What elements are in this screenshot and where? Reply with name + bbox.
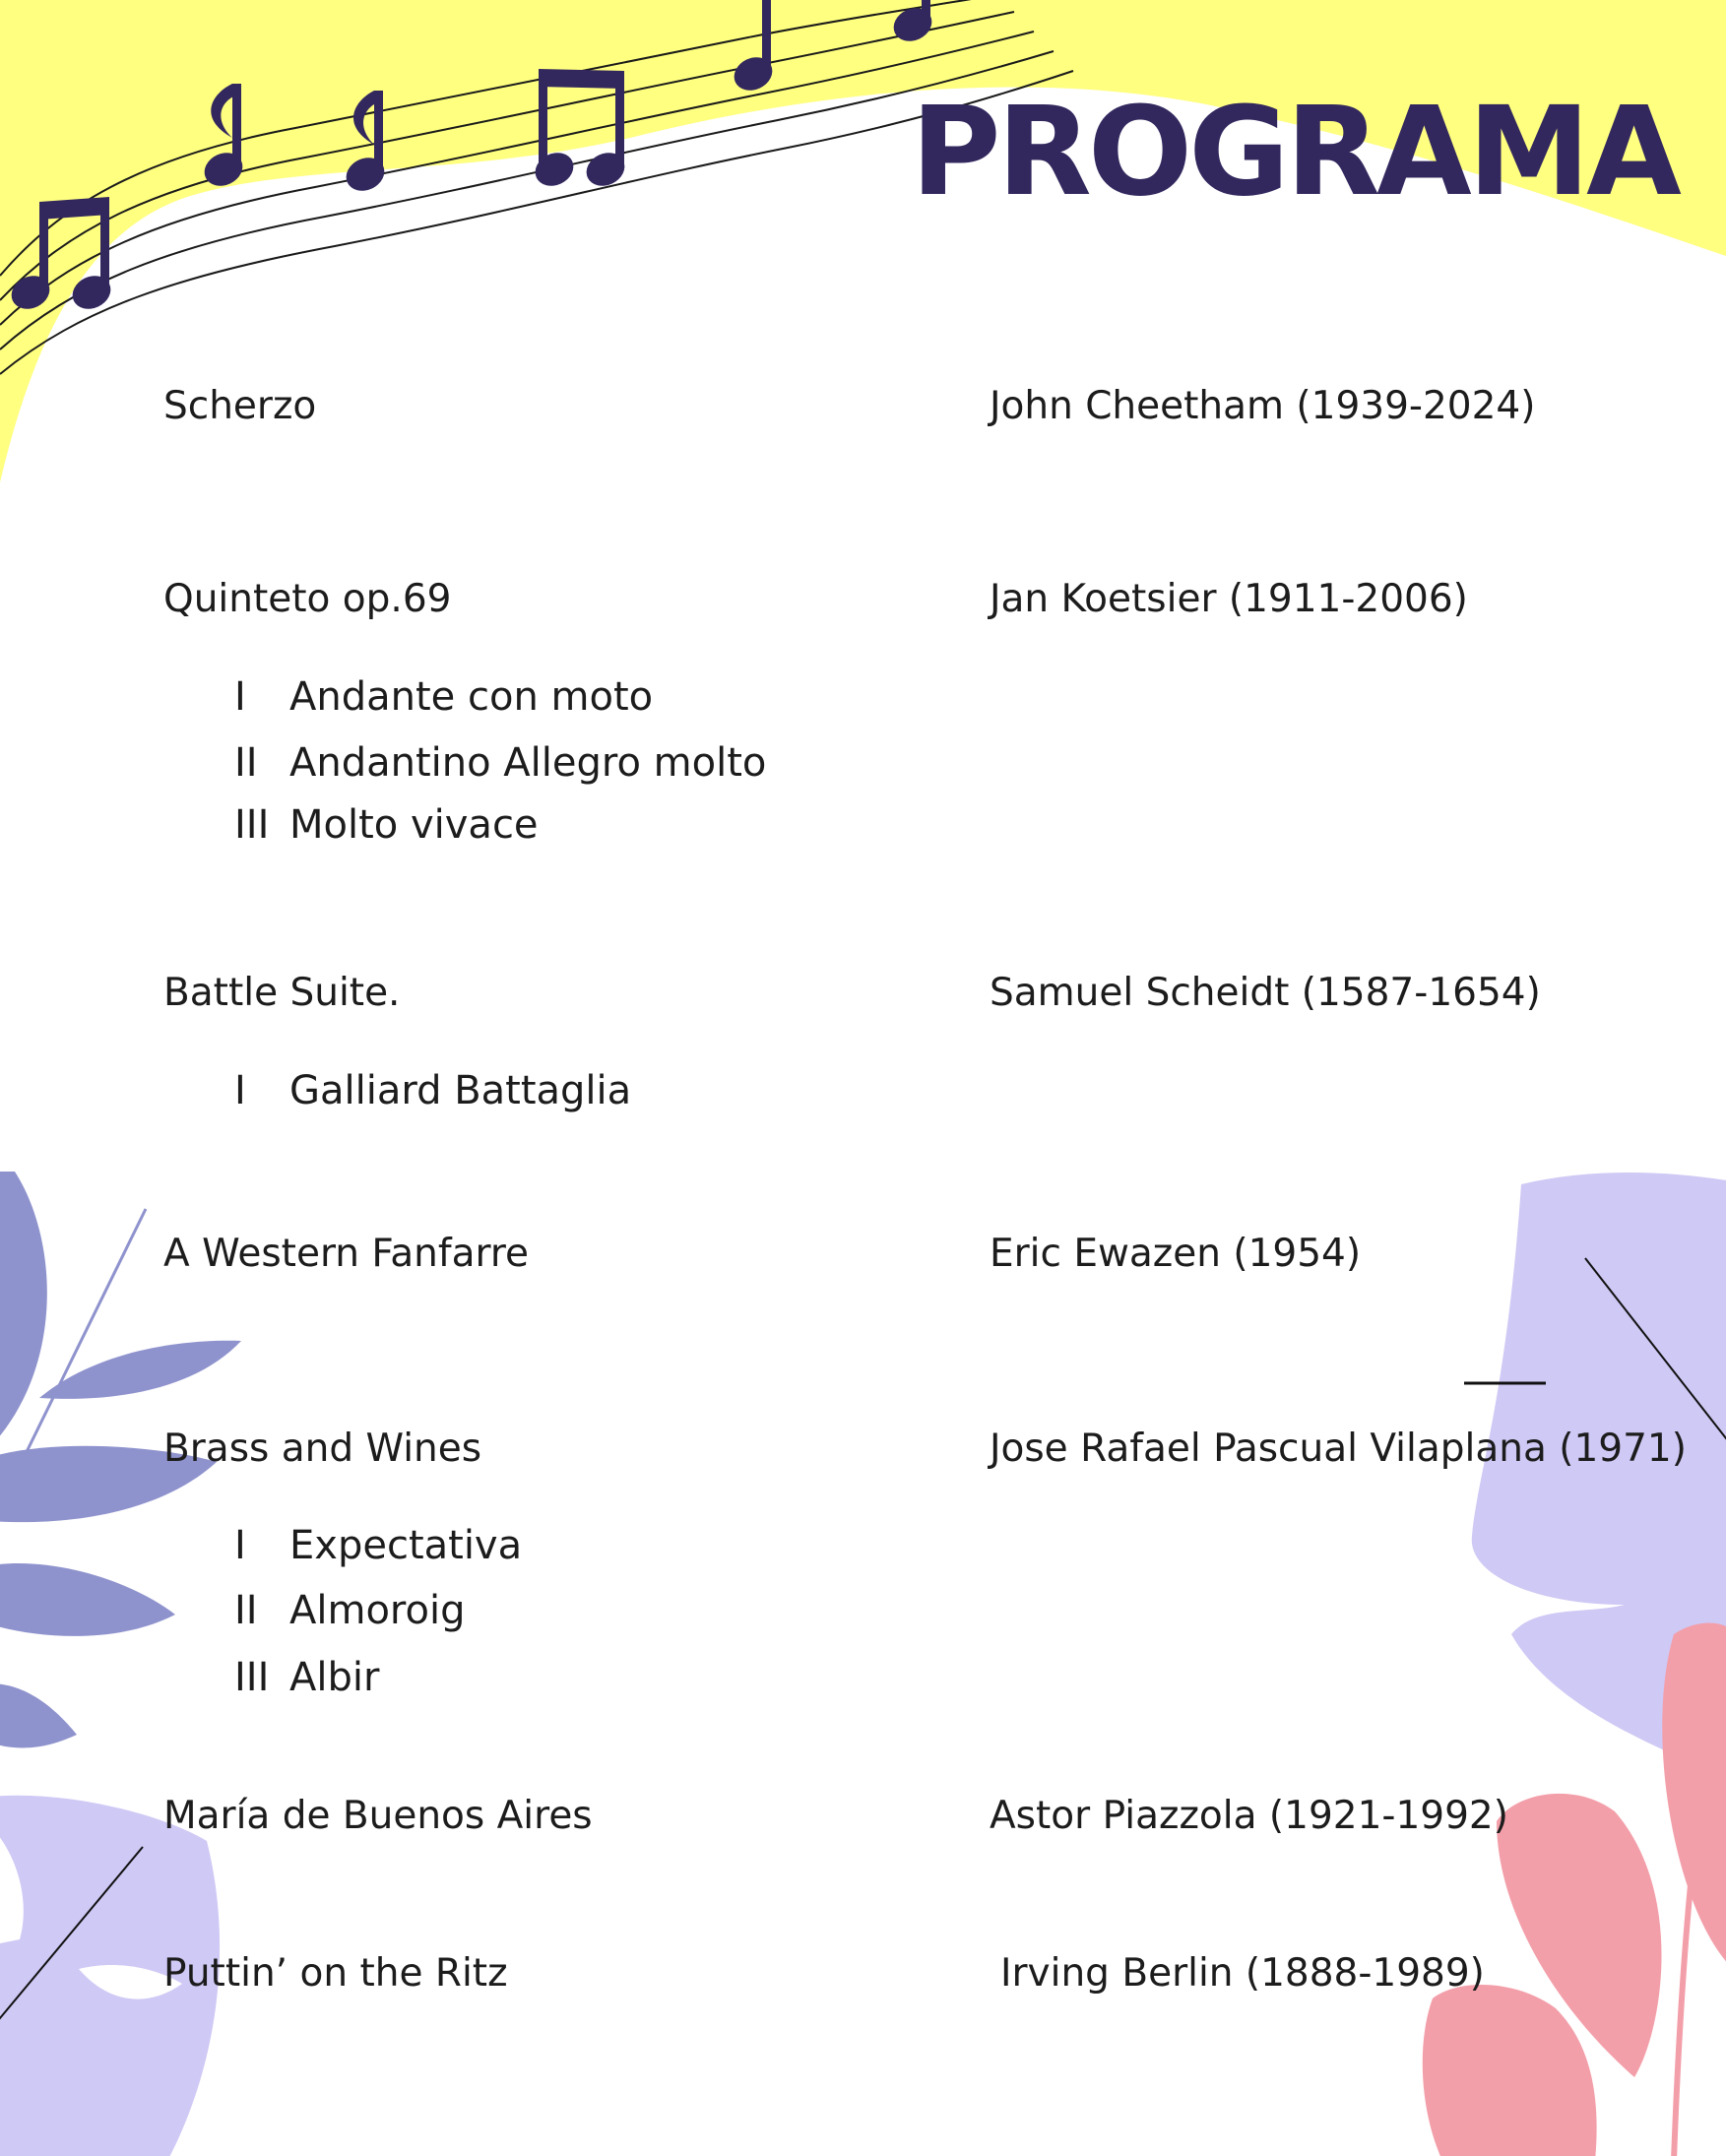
movement-item — [234, 740, 767, 786]
composer-name: Jose Rafael Pascual Vilaplana (1971) — [990, 1427, 1687, 1471]
right-pink-branch — [1423, 1622, 1726, 2156]
movement-name: Molto vivace — [289, 802, 539, 848]
piece-title: Brass and Wines — [163, 1427, 482, 1471]
composer-name: Samuel Scheidt (1587-1654) — [990, 971, 1541, 1015]
movement-name: Albir — [289, 1655, 380, 1700]
composer-name: Astor Piazzola (1921-1992) — [990, 1794, 1508, 1838]
movement-item — [234, 674, 654, 720]
movement-number: I — [234, 674, 246, 720]
movement-number: III — [234, 802, 270, 848]
page-title: PROGRAMA — [911, 81, 1678, 223]
piece-title: Battle Suite. — [163, 971, 401, 1015]
movement-name: Galliard Battaglia — [289, 1068, 632, 1113]
movement-name: Expectativa — [289, 1523, 523, 1568]
movement-name: Almoroig — [289, 1588, 466, 1633]
piece-title: María de Buenos Aires — [163, 1794, 593, 1838]
piece-title: Quinteto op.69 — [163, 577, 452, 621]
piece-title: A Western Fanfarre — [163, 1232, 530, 1276]
movement-number: I — [234, 1523, 246, 1568]
movement-name: Andante con moto — [289, 674, 654, 720]
movement-item — [234, 802, 539, 848]
composer-name: John Cheetham (1939-2024) — [990, 384, 1536, 428]
composer-name: Irving Berlin (1888-1989) — [1000, 1951, 1485, 1996]
movement-name: Andantino Allegro molto — [289, 740, 767, 786]
movement-item — [234, 1588, 466, 1633]
piece-title: Puttin’ on the Ritz — [163, 1951, 508, 1996]
movement-item — [234, 1523, 523, 1568]
movement-number: II — [234, 740, 258, 786]
composer-name: Eric Ewazen (1954) — [990, 1232, 1362, 1276]
movement-number: III — [234, 1655, 270, 1700]
movement-item — [234, 1655, 380, 1700]
movement-item — [234, 1068, 632, 1113]
composer-name: Jan Koetsier (1911-2006) — [990, 577, 1468, 621]
movement-number: I — [234, 1068, 246, 1113]
movement-number: II — [234, 1588, 258, 1633]
piece-title: Scherzo — [163, 384, 317, 428]
